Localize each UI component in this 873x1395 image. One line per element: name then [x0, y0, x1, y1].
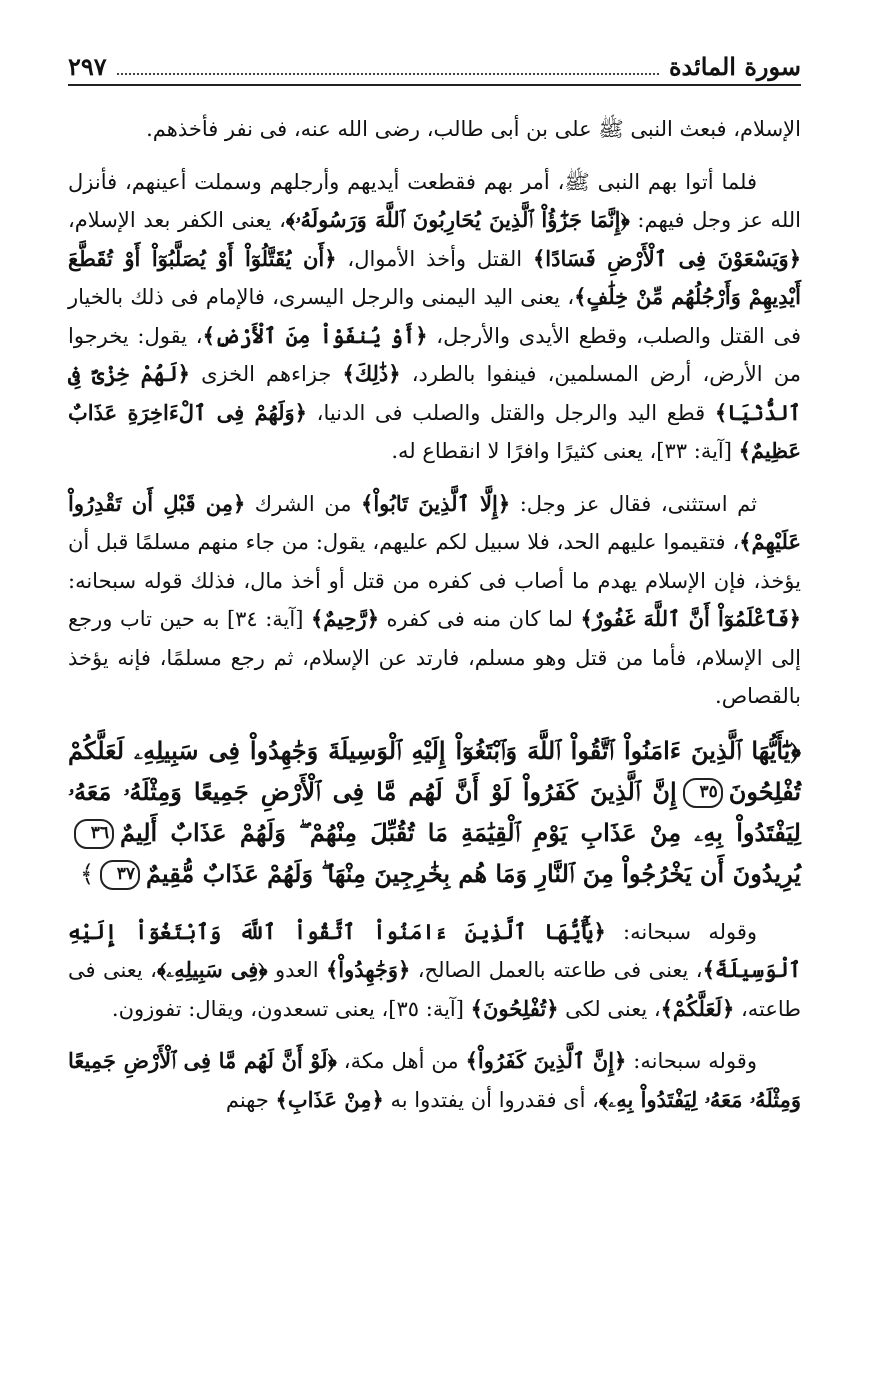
quran-quote: ﴿إِنَّمَا جَزَٰٓؤُاْ ٱلَّذِينَ يُحَارِبُونَ ٱللَّهَ وَرَسُولَهُۥ﴾: [285, 207, 630, 232]
paragraph-3: [68, 485, 801, 716]
verse-35: ﴿يَٰٓأَيُّهَا ٱلَّذِينَ ءَامَنُواْ ٱتَّقُواْ ٱللَّهَ وَٱبْتَغُوٓاْ إِلَيْهِ ٱلْوَسِيلَةَ وَجَٰهِدُواْ فِى سَبِيلِهِۦ لَعَلَّكُمْ تُفْلِحُونَ: [68, 735, 801, 806]
quran-quote: ﴿فَٱعْلَمُوٓاْ أَنَّ ٱللَّهَ غَفُورٌ﴾: [580, 606, 801, 631]
quran-quote: ﴿لَوْ أَنَّ لَهُم مَّا فِى ٱلْأَرْضِ جَمِيعًا وَمِثْلَهُۥ مَعَهُۥ لِيَفْتَدُواْ بِهِۦ﴾: [68, 1048, 801, 1112]
closing-bracket: ﴾: [79, 859, 95, 888]
commentary-text: وقوله سبحانه:: [626, 1049, 757, 1073]
quran-quote: ﴿يَٰٓأَيُّهَا ٱلَّذِينَ ءَامَنُواْ ٱتَّقُواْ ٱللَّهَ وَٱبْتَغُوٓاْ إِلَيْهِ ٱلْوَسِيلَةَ﴾: [68, 918, 801, 982]
page-header: [68, 48, 801, 86]
quran-quote: ﴿لَعَلَّكُمْ﴾: [660, 995, 735, 1021]
verse-number-37: ٣٧: [100, 860, 140, 890]
paragraph-2: [68, 163, 801, 471]
quran-quote: ﴿إِنَّ ٱلَّذِينَ كَفَرُواْ﴾: [465, 1048, 627, 1073]
verse-37: يُرِيدُونَ أَن يَخْرُجُواْ مِنَ ٱلنَّارِ وَمَا هُم بِخَٰرِجِينَ مِنْهَا ۖ وَلَهُمْ عَذَابٌ مُّقِيمٌ: [146, 858, 801, 888]
commentary-text: فلما أتوا بهم النبى ﷺ، أمر بهم فقطعت أيديهم وأرجلهم وسملت أعينهم، فأنزل الله عز وجل فيهم:: [68, 169, 802, 232]
quran-quote: ﴿لَهُمْ خِزْىٌ فِى ٱلدُّنْيَا﴾: [68, 361, 801, 425]
commentary-text: جزاءهم الخزى: [189, 362, 343, 386]
commentary-text: [آية: ٣٣]، يعنى كثيرًا وافرًا لا انقطاع له.: [391, 439, 739, 463]
commentary-text: وقوله سبحانه:: [605, 919, 758, 944]
commentary-text: ، فتقيموا عليهم الحد، فلا سبيل لكم عليهم، يقول: من جاء منهم مسلمًا قبل أن يؤخذ، فإن الإسلام يهدم ما أصاب فى كفره من قتل أو أخذ مال، فذلك قوله سبحانه:: [68, 530, 801, 593]
page-content: [68, 110, 801, 1133]
commentary-text: ، أى فقدروا أن يفتدوا به: [383, 1087, 599, 1112]
quran-verses-block: [68, 730, 801, 895]
verse-36: إِنَّ ٱلَّذِينَ كَفَرُواْ لَوْ أَنَّ لَهُم مَّا فِى ٱلْأَرْضِ جَمِيعًا وَمِثْلَهُۥ مَعَهُۥ لِيَفْتَدُواْ بِهِۦ مِنْ عَذَابِ يَوْمِ ٱلْقِيَٰمَةِ مَا تُقُبِّلَ مِنْهُمْ ۖ وَلَهُمْ عَذَابٌ أَلِيمٌ: [68, 776, 801, 847]
commentary-text: ، يقول: يخرجوا من الأرض، أرض المسلمين، فينفوا بالطرد،: [68, 323, 802, 386]
quran-quote: ﴿وَيَسْعَوْنَ فِى ٱلْأَرْضِ فَسَادًا﴾: [532, 245, 802, 271]
paragraph-5: [68, 1042, 801, 1119]
paragraph-text: الإسلام، فبعث النبى ﷺ على بن أبى طالب، رضى الله عنه، فى نفر فأخذهم.: [146, 117, 801, 141]
commentary-text: ، يعنى فى طاعته،: [68, 958, 801, 1021]
surah-title: سورة المائدة: [668, 52, 801, 81]
header-dots: [117, 73, 659, 75]
commentary-text: من أهل مكة،: [336, 1049, 466, 1073]
quran-quote: ﴿تُفْلِحُونَ﴾: [470, 995, 559, 1021]
quran-quote: ﴿أَوْ يُنفَوْاْ مِنَ ٱلْأَرْضِ﴾: [202, 322, 428, 348]
verse-number-35: ٣٥: [683, 778, 723, 808]
commentary-text: ، يعنى فى طاعته بالعمل الصالح،: [410, 958, 703, 982]
commentary-text: ، يعنى لكى: [558, 996, 661, 1021]
commentary-text: قطع اليد والرجل والقتل والصلب فى الدنيا،: [306, 400, 715, 425]
quran-quote: ﴿مِنْ عَذَابِ﴾: [275, 1086, 384, 1112]
page-number: ٢٩٧: [68, 52, 107, 81]
commentary-text: العدو: [267, 958, 326, 982]
paragraph-1: [68, 110, 801, 149]
commentary-text: لما كان منه فى كفره: [379, 607, 581, 631]
commentary-text: جهنم: [225, 1087, 276, 1112]
commentary-text: ، يعنى اليد اليمنى والرجل اليسرى، فالإمام فى ذلك بالخيار فى القتل والصلب، وقطع الأيدى والأرجل،: [68, 285, 802, 348]
verse-number-36: ٣٦: [74, 819, 114, 849]
quran-quote: ﴿إِلَّا ٱلَّذِينَ تَابُواْ﴾: [361, 490, 511, 516]
commentary-text: [آية: ٣٥]، يعنى تسعدون، ويقال: تفوزون.: [111, 996, 471, 1021]
commentary-text: من الشرك: [245, 491, 362, 516]
quran-quote: ﴿فِى سَبِيلِهِۦ﴾: [156, 957, 268, 982]
quran-quote: ﴿رَّحِيمٌ﴾: [310, 606, 379, 631]
commentary-text: القتل وأخذ الأموال،: [336, 246, 533, 271]
commentary-text: ثم استثنى، فقال عز وجل:: [510, 491, 757, 516]
paragraph-4: [68, 913, 801, 1029]
commentary-text: ، يعنى الكفر بعد الإسلام،: [68, 208, 286, 232]
commentary-text: [آية: ٣٤] به حين تاب ورجع إلى الإسلام، فأما من قتل وهو مسلم، فارتد عن الإسلام، ثم رجع مسلمًا، فإنه يؤخذ بالقصاص.: [68, 607, 801, 708]
quran-quote: ﴿ذَٰلِكَ﴾: [342, 361, 401, 386]
quran-quote: ﴿وَلَهُمْ فِى ٱلْءَاخِرَةِ عَذَابٌ عَظِيمٌ﴾: [68, 399, 801, 463]
quran-quote: ﴿مِن قَبْلِ أَن تَقْدِرُواْ عَلَيْهِمْ﴾: [68, 490, 801, 554]
quran-quote: ﴿أَن يُقَتَّلُوٓاْ أَوْ يُصَلَّبُوٓاْ أَوْ تُقَطَّعَ أَيْدِيهِمْ وَأَرْجُلُهُم مِّنْ خِلَٰفٍ﴾: [68, 245, 801, 309]
quran-quote: ﴿وَجَٰهِدُواْ﴾: [325, 957, 411, 982]
